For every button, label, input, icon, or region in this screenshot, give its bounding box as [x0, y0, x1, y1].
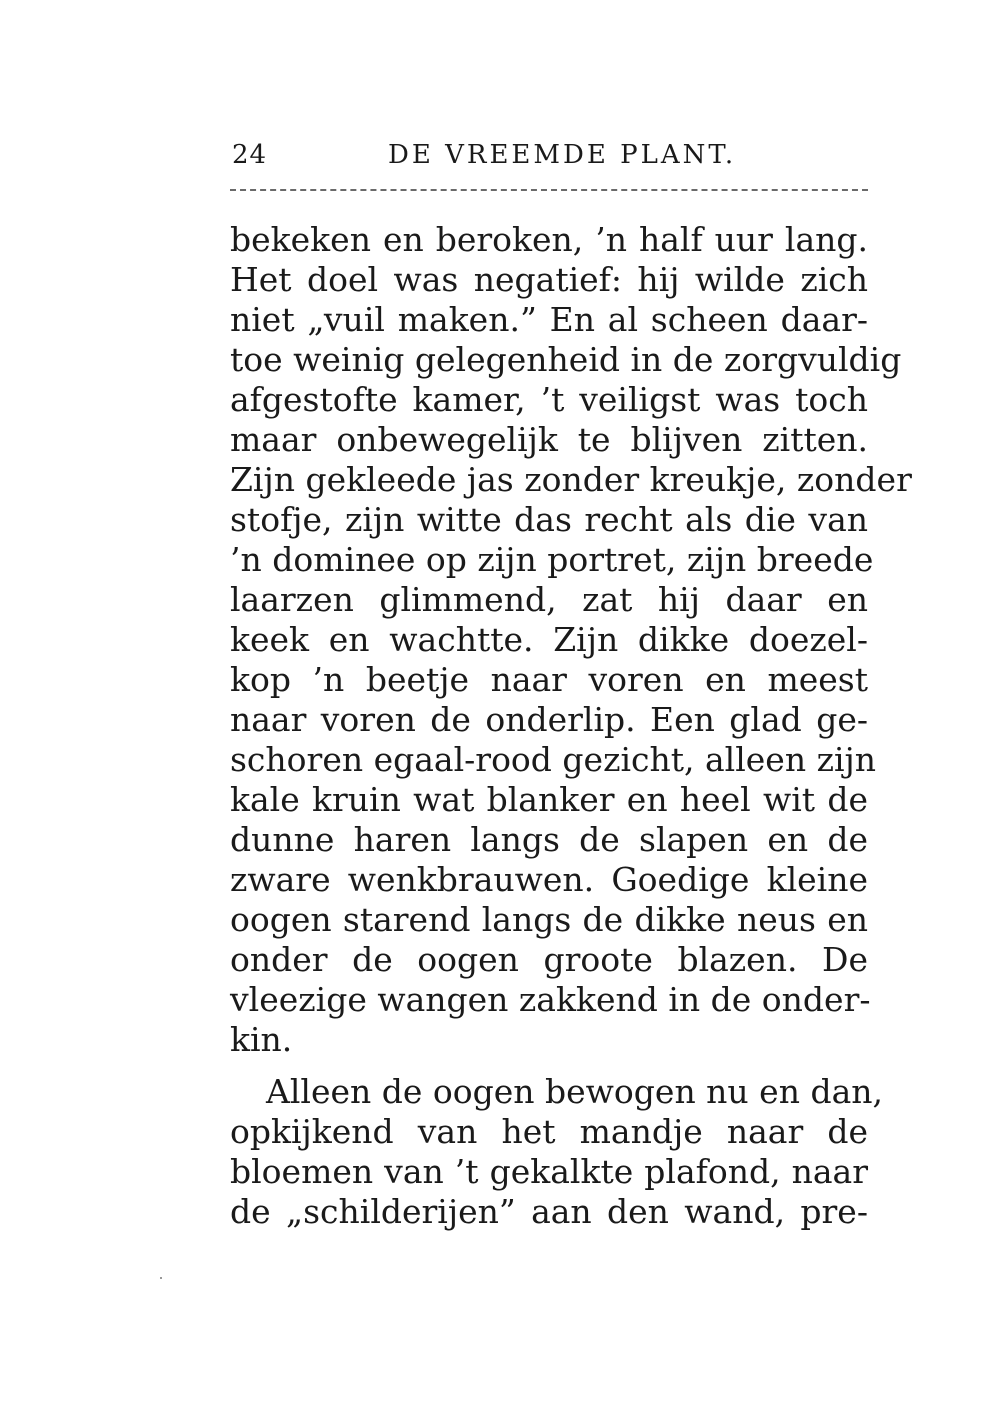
- text-line: kin.: [230, 1020, 293, 1059]
- text-line: Het doel was negatief: hij wilde zich: [230, 260, 868, 299]
- text-line: Alleen de oogen bewogen nu en dan,: [266, 1072, 883, 1111]
- text-line: keek en wachtte. Zijn dikke doezel-: [230, 620, 868, 659]
- header-rule: [230, 189, 868, 191]
- scan-speck: [160, 1277, 162, 1279]
- running-title: DE VREEMDE PLANT.: [388, 140, 737, 170]
- text-line: niet „vuil maken.” En al scheen daar-: [230, 300, 868, 339]
- text-line: de „schilderijen” aan den wand, pre-: [230, 1192, 868, 1231]
- page-number: 24: [232, 140, 268, 170]
- text-line: zware wenkbrauwen. Goedige kleine: [230, 860, 868, 899]
- text-line: stofje, zijn witte das recht als die van: [230, 500, 868, 539]
- text-line: ’n dominee op zijn portret, zijn breede: [230, 540, 874, 579]
- text-line: onder de oogen groote blazen. De: [230, 940, 868, 979]
- paragraph-2: [230, 1072, 883, 1232]
- paragraph-1: [230, 220, 912, 1060]
- text-line: naar voren de onderlip. Een glad ge-: [230, 700, 868, 739]
- text-line: kop ’n beetje naar voren en meest: [230, 660, 868, 699]
- paragraph-gap: [230, 1060, 868, 1072]
- text-line: dunne haren langs de slapen en de: [230, 820, 868, 859]
- text-line: vleezige wangen zakkend in de onder-: [230, 980, 871, 1019]
- text-line: toe weinig gelegenheid in de zorgvuldig: [230, 340, 902, 379]
- text-line: opkijkend van het mandje naar de: [230, 1112, 868, 1151]
- text-line: laarzen glimmend, zat hij daar en: [230, 580, 868, 619]
- text-line: Zijn gekleede jas zonder kreukje, zonder: [230, 460, 912, 499]
- text-line: afgestofte kamer, ’t veiligst was toch: [230, 380, 868, 419]
- body-text: [230, 220, 912, 1232]
- text-line: bekeken en beroken, ’n half uur lang.: [230, 220, 868, 259]
- text-line: maar onbewegelijk te blijven zitten.: [230, 420, 868, 459]
- text-line: schoren egaal-rood gezicht, alleen zijn: [230, 740, 876, 779]
- page-header: [230, 140, 868, 176]
- text-line: bloemen van ’t gekalkte plafond, naar: [230, 1152, 868, 1191]
- text-line: kale kruin wat blanker en heel wit de: [230, 780, 868, 819]
- text-line: oogen starend langs de dikke neus en: [230, 900, 868, 939]
